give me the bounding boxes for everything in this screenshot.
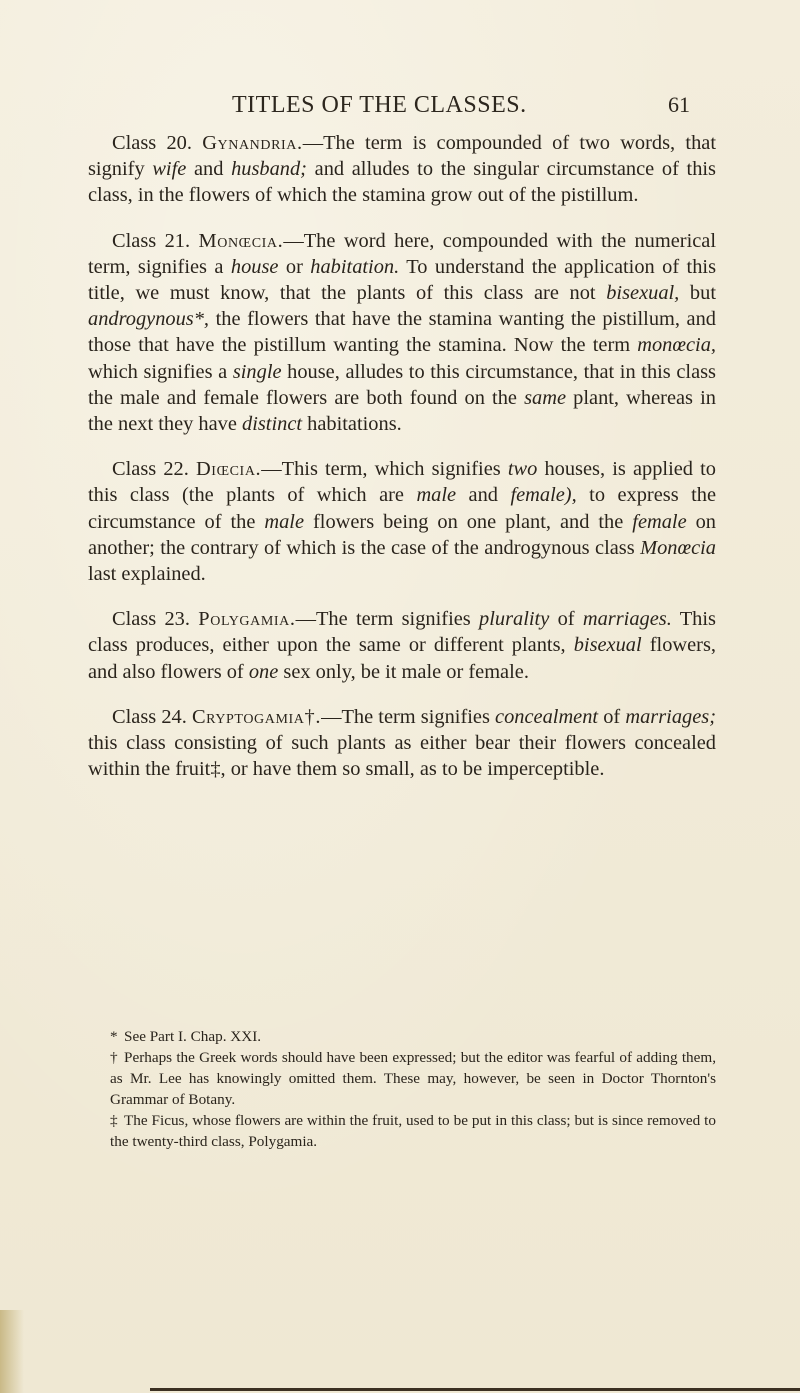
footnote bbox=[110, 1047, 716, 1110]
emphasis: monœcia, bbox=[637, 334, 716, 357]
footnote-text: See Part I. Chap. XXI. bbox=[124, 1028, 262, 1045]
emphasis: marriages. bbox=[582, 608, 672, 631]
emphasis: male bbox=[264, 510, 305, 533]
emphasis: androgynous*, bbox=[88, 308, 210, 331]
emphasis: marriages; bbox=[625, 705, 716, 728]
footnote-mark: † bbox=[110, 1049, 118, 1066]
paragraph-class-21 bbox=[88, 228, 716, 438]
emphasis: house bbox=[230, 255, 279, 278]
text-run: plant, whereas in the next they have bbox=[88, 386, 716, 436]
text-run: to express the circumstance of the bbox=[88, 484, 717, 533]
text-run: —The term signifies bbox=[295, 608, 480, 631]
emphasis: two bbox=[507, 458, 538, 481]
page-number: 61 bbox=[668, 92, 690, 117]
emphasis: bisexual bbox=[573, 634, 642, 657]
emphasis: same bbox=[524, 386, 567, 409]
text-run: and bbox=[186, 158, 232, 181]
emphasis: habitation. bbox=[310, 255, 400, 278]
text-run: To understand the application of this title, we must know, that the plants of this class are not bbox=[88, 255, 716, 305]
class-name: Diœcia. bbox=[195, 458, 262, 481]
text-run: flowers, and also flowers of bbox=[88, 634, 716, 683]
paragraph-class-24 bbox=[88, 704, 716, 783]
text-run: and bbox=[456, 484, 511, 507]
paragraph-class-23 bbox=[88, 606, 716, 685]
text-run: —This term, which signifies bbox=[261, 458, 508, 481]
emphasis: one bbox=[248, 660, 279, 683]
emphasis: distinct bbox=[242, 413, 303, 436]
emphasis: single bbox=[232, 360, 282, 383]
text-run: habitations. bbox=[302, 413, 402, 436]
class-number: Class 22. bbox=[112, 458, 189, 481]
class-name: Monœcia. bbox=[198, 229, 284, 252]
footnote-text: Perhaps the Greek words should have been expressed; but the editor was fearful of adding them, as Mr. Lee has knowingly omitted them. These may, however, be seen in Doctor Thornton's Grammar of Botany. bbox=[110, 1049, 716, 1108]
footnote bbox=[110, 1026, 716, 1047]
text-run: and alludes to the singular circumstance of this class, in the flowers of which the stamina grow out of the pistillum. bbox=[88, 158, 716, 207]
body-text bbox=[88, 130, 716, 801]
text-run: sex only, be it male or female. bbox=[278, 660, 529, 683]
footnote-text: The Ficus, whose flowers are within the fruit, used to be put in this class; but is since removed to the twenty-third class, Polygamia. bbox=[110, 1112, 716, 1150]
text-run: —The word here, compounded with the numerical term, signifies a bbox=[88, 229, 716, 278]
footnotes bbox=[110, 1026, 716, 1152]
text-run: on another; the contrary of which is the case of the androgynous class bbox=[88, 510, 716, 559]
class-name: Polygamia. bbox=[198, 608, 296, 631]
emphasis: husband; bbox=[231, 158, 307, 181]
text-run: of bbox=[549, 608, 583, 631]
paragraph-class-20 bbox=[88, 130, 716, 209]
text-run: but bbox=[679, 282, 716, 305]
text-run: —The term is compounded of two words, that signify bbox=[88, 132, 716, 181]
emphasis: female bbox=[632, 510, 687, 533]
paragraph-class-22 bbox=[88, 456, 716, 587]
emphasis: plurality bbox=[479, 608, 550, 631]
emphasis: male bbox=[416, 484, 457, 507]
class-name: Cryptogamia†. bbox=[191, 705, 322, 728]
class-number: Class 23. bbox=[112, 608, 190, 631]
text-run: This class produces, either upon the same or different plants, bbox=[88, 608, 716, 657]
page-edge-line bbox=[150, 1388, 800, 1391]
text-run: houses, is applied to this class (the plants of which are bbox=[88, 458, 716, 507]
text-run: of bbox=[598, 705, 626, 728]
text-run: —The term signifies bbox=[321, 705, 496, 728]
text-run: this class consisting of such plants as either bear their flowers concealed within the fruit‡, or have them so small, as to be imperceptible. bbox=[88, 732, 716, 781]
text-run: house, alludes to this circumstance, that in this class the male and female flowers are both found on the bbox=[88, 360, 716, 409]
class-number: Class 20. bbox=[112, 132, 192, 154]
class-number: Class 24. bbox=[112, 705, 187, 728]
footnote-mark: ‡ bbox=[110, 1112, 118, 1129]
emphasis: bisexual, bbox=[606, 282, 680, 305]
running-head: TITLES OF THE CLASSES. bbox=[232, 92, 527, 118]
emphasis: concealment bbox=[495, 705, 599, 728]
emphasis: female), bbox=[510, 484, 577, 507]
binding-shadow bbox=[0, 1310, 24, 1393]
class-name: Gynandria. bbox=[202, 132, 303, 154]
text-run: or bbox=[278, 255, 311, 278]
text-run: the flowers that have the stamina wanting the pistillum, and those that have the pistillum wanting the stamina. Now the term bbox=[88, 308, 716, 357]
footnote-mark: * bbox=[110, 1028, 118, 1045]
text-run: last explained. bbox=[88, 563, 206, 586]
text-run: flowers being on one plant, and the bbox=[304, 510, 633, 533]
emphasis: Monœcia bbox=[640, 536, 716, 559]
emphasis: wife bbox=[152, 158, 187, 181]
class-number: Class 21. bbox=[112, 229, 191, 252]
footnote bbox=[110, 1110, 716, 1152]
text-run: which signifies a bbox=[88, 360, 233, 383]
